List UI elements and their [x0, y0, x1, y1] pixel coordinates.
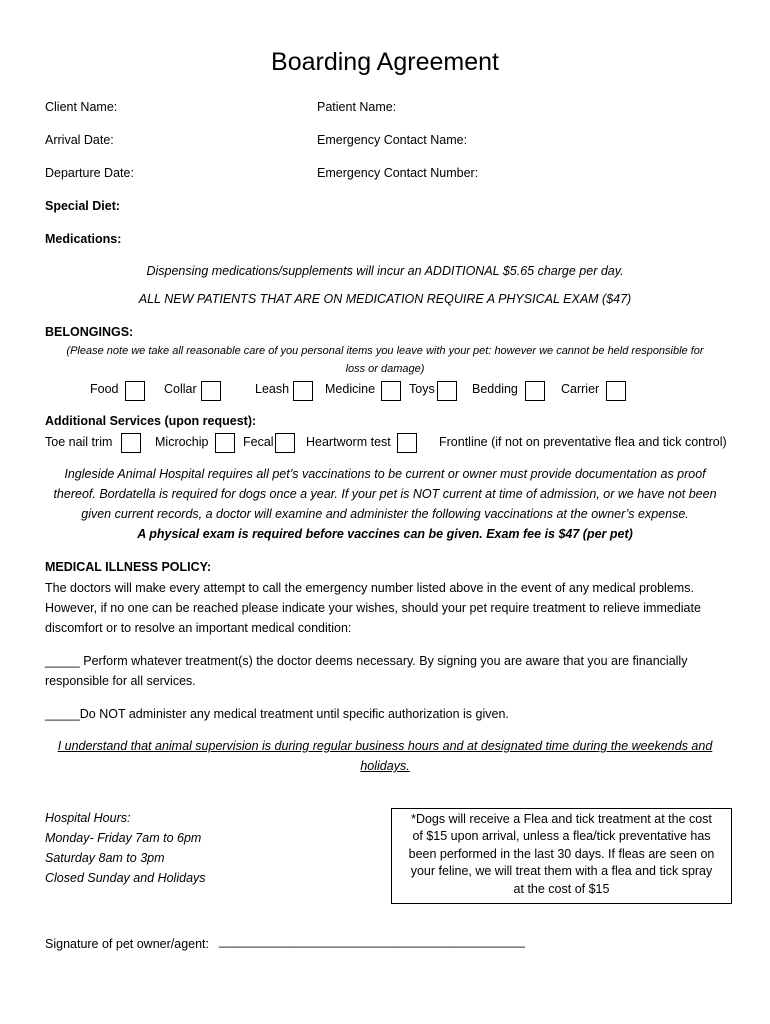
special-diet-label: Special Diet:	[45, 199, 121, 213]
service-label-microchip: Microchip	[155, 435, 209, 449]
service-label-heartworm-test: Heartworm test	[306, 435, 391, 449]
belonging-label-medicine: Medicine	[325, 382, 376, 396]
checkbox-medicine[interactable]	[381, 381, 401, 401]
belonging-label-leash: Leash	[255, 382, 290, 396]
departure-date-label: Departure Date:	[45, 166, 134, 180]
supervision-line1: I understand that animal supervision is during regular business hours and at designated time during the weekends and	[57, 739, 713, 753]
flea-treatment-note	[391, 808, 732, 904]
flea-note-line1: *Dogs will receive a Flea and tick treatment at the cost	[411, 812, 712, 826]
supervision-line2: holidays.	[360, 759, 410, 773]
emergency-contact-name-label: Emergency Contact Name:	[317, 133, 468, 147]
checkbox-collar[interactable]	[201, 381, 221, 401]
belonging-label-bedding: Bedding	[472, 382, 518, 396]
signature-line[interactable]: ____________________________________________	[219, 934, 525, 948]
patient-name-label: Patient Name:	[317, 100, 397, 114]
hospital-hours-heading: Hospital Hours:	[45, 811, 131, 825]
belongings-heading: BELONGINGS:	[45, 325, 134, 339]
vaccination-text-line2: thereof. Bordatella is required for dogs once a year. If your pet is NOT current at time of admission, or we have not been	[53, 487, 717, 501]
flea-note-line2: of $15 upon arrival, unless a flea/tick preventative has	[412, 829, 711, 844]
medications-label: Medications:	[45, 232, 122, 246]
service-label-fecal: Fecal	[243, 435, 274, 449]
checkbox-heartworm-test[interactable]	[397, 433, 417, 453]
checkbox-microchip[interactable]	[215, 433, 235, 453]
vaccination-exam-fee: A physical exam is required before vaccines can be given. Exam fee is $47 (per pet)	[137, 527, 633, 541]
hours-saturday: Saturday 8am to 3pm	[45, 851, 165, 865]
flea-note-line5: at the cost of $15	[513, 881, 610, 896]
medical-policy-body: The doctors will make every attempt to call the emergency number listed above in the event of any medical problems. However, if no one can be reached please indicate your wishes, should your pet require treatment to relieve immediate discomfort or to resolve an important medical condition:	[45, 581, 701, 635]
vaccination-text-line3: given current records, a doctor will examine and administer the following vaccinations at the owner’s expense.	[81, 507, 689, 521]
medication-charge-note: Dispensing medications/supplements will incur an ADDITIONAL $5.65 charge per day.	[146, 264, 624, 278]
emergency-contact-number-label: Emergency Contact Number:	[317, 166, 479, 180]
document-title: Boarding Agreement	[271, 48, 499, 76]
checkbox-carrier[interactable]	[606, 381, 626, 401]
flea-note-line3: been performed in the last 30 days. If fleas are seen on	[408, 846, 715, 861]
medical-policy-heading: MEDICAL ILLNESS POLICY:	[45, 560, 212, 574]
hours-closed: Closed Sunday and Holidays	[45, 871, 206, 885]
services-heading: Additional Services (upon request):	[45, 414, 257, 428]
belonging-label-food: Food	[90, 382, 119, 396]
medical-option-no-treatment: _____Do NOT administer any medical treatment until specific authorization is given.	[45, 707, 509, 721]
vaccination-text-line1: Ingleside Animal Hospital requires all pet’s vaccinations to be current or owner must provide documentation as proof	[64, 467, 706, 481]
checkbox-food[interactable]	[125, 381, 145, 401]
checkbox-toys[interactable]	[437, 381, 457, 401]
belonging-label-carrier: Carrier	[561, 382, 600, 396]
medical-option-treat: _____ Perform whatever treatment(s) the doctor deems necessary. By signing you are aware that you are financially responsible for all services.	[45, 654, 688, 688]
belonging-label-collar: Collar	[164, 382, 197, 396]
client-name-label: Client Name:	[45, 100, 118, 114]
signature-label: Signature of pet owner/agent:	[45, 937, 210, 951]
service-label-frontline: Frontline (if not on preventative flea and tick control)	[439, 435, 727, 449]
checkbox-leash[interactable]	[293, 381, 313, 401]
arrival-date-label: Arrival Date:	[45, 133, 114, 147]
medication-exam-note: ALL NEW PATIENTS THAT ARE ON MEDICATION REQUIRE A PHYSICAL EXAM ($47)	[138, 292, 632, 306]
belongings-note-line2: loss or damage)	[345, 363, 425, 375]
service-label-toe-nail-trim: Toe nail trim	[45, 435, 113, 449]
checkbox-toe-nail-trim[interactable]	[121, 433, 141, 453]
belongings-note-line1: (Please note we take all reasonable care of you personal items you leave with your pet: however we cannot be held responsible for	[66, 345, 704, 357]
belonging-label-toys: Toys	[409, 382, 435, 396]
flea-note-line4: your feline, we will treat them with a flea and tick spray	[410, 864, 713, 879]
checkbox-bedding[interactable]	[525, 381, 545, 401]
hours-weekday: Monday- Friday 7am to 6pm	[45, 831, 202, 845]
checkbox-fecal[interactable]	[275, 433, 295, 453]
